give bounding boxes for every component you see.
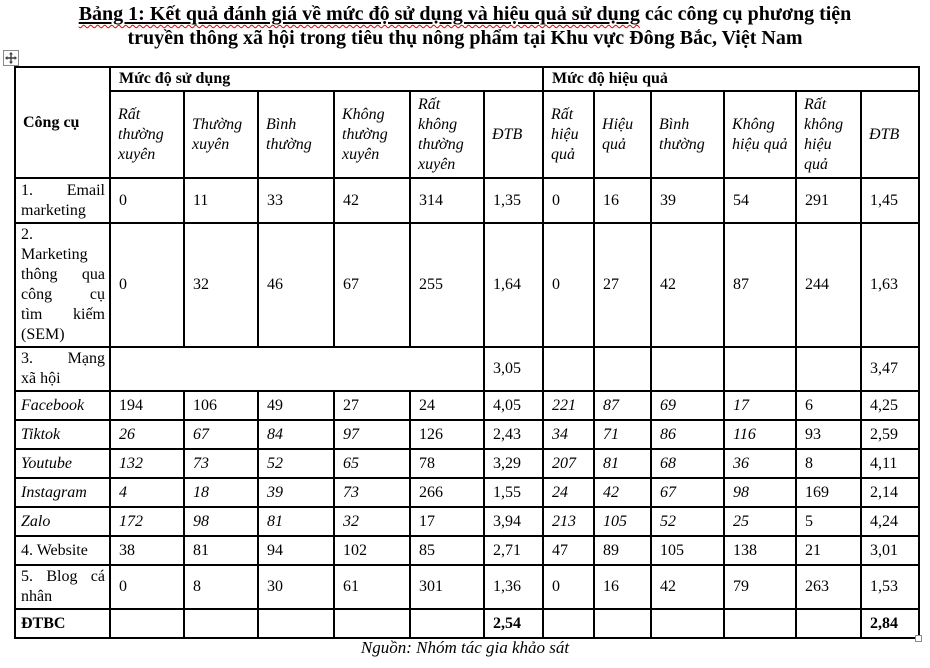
value-cell: 172	[110, 507, 184, 536]
corner-header-cell: Công cụ	[15, 67, 110, 178]
value-cell: 24	[543, 478, 594, 507]
value-cell: 47	[543, 536, 594, 565]
row-label-line: marketing	[21, 201, 86, 219]
value-cell: 94	[258, 536, 334, 565]
value-cell: 42	[651, 223, 724, 347]
value-cell: 8	[184, 565, 258, 609]
value-cell: 52	[258, 449, 334, 478]
row-label-line: công cụ	[21, 286, 105, 303]
table-row	[15, 609, 919, 638]
value-cell: 213	[543, 507, 594, 536]
value-cell: 33	[258, 178, 334, 223]
group-header-row	[15, 67, 919, 91]
value-cell: 73	[184, 449, 258, 478]
value-cell: 16	[594, 565, 651, 609]
row-label-line: nhân	[21, 588, 53, 605]
value-cell: 93	[796, 420, 861, 449]
value-cell: 18	[184, 478, 258, 507]
value-cell: 16	[594, 178, 651, 223]
value-cell: 97	[334, 420, 410, 449]
caption-line2: truyền thông xã hội trong tiêu thụ nông phẩm tại Khu vực Đông Bắc, Việt Nam	[127, 27, 803, 49]
table-row	[15, 178, 919, 223]
value-cell: 1,36	[484, 565, 543, 609]
value-cell	[651, 347, 724, 391]
value-cell: 1,63	[861, 223, 919, 347]
value-cell: 2,71	[484, 536, 543, 565]
table-caption	[0, 2, 930, 50]
table-row	[15, 347, 919, 391]
value-cell: 2,43	[484, 420, 543, 449]
value-cell: 221	[543, 391, 594, 420]
value-cell: 2,14	[861, 478, 919, 507]
value-cell: 21	[796, 536, 861, 565]
value-cell: 71	[594, 420, 651, 449]
value-cell: 79	[724, 565, 796, 609]
value-cell: 8	[796, 449, 861, 478]
value-cell: 138	[724, 536, 796, 565]
value-cell: 52	[651, 507, 724, 536]
column-header: Bình thường	[651, 91, 724, 178]
value-cell: 1,64	[484, 223, 543, 347]
value-cell	[258, 609, 334, 638]
value-cell: 314	[410, 178, 484, 223]
value-cell: 67	[334, 223, 410, 347]
row-label	[15, 507, 110, 536]
value-cell: 4	[110, 478, 184, 507]
value-cell: 49	[258, 391, 334, 420]
column-header: Thường xuyên	[184, 91, 258, 178]
row-label	[15, 565, 110, 609]
table-body	[15, 178, 919, 638]
value-cell: 102	[334, 536, 410, 565]
table-row	[15, 565, 919, 609]
value-cell: 291	[796, 178, 861, 223]
value-cell: 126	[410, 420, 484, 449]
value-cell	[651, 609, 724, 638]
table-row	[15, 536, 919, 565]
value-cell: 69	[651, 391, 724, 420]
value-cell: 5	[796, 507, 861, 536]
column-header: Rất không thường xuyên	[410, 91, 484, 178]
table-row	[15, 478, 919, 507]
value-cell: 0	[110, 565, 184, 609]
value-cell: 17	[724, 391, 796, 420]
row-label-line: Tiktok	[21, 425, 61, 443]
value-cell: 132	[110, 449, 184, 478]
column-header: Rất thường xuyên	[110, 91, 184, 178]
value-cell: 105	[594, 507, 651, 536]
value-cell: 4,11	[861, 449, 919, 478]
row-label	[15, 449, 110, 478]
column-header: ĐTB	[861, 91, 919, 178]
table-row	[15, 420, 919, 449]
row-label-line: 2.	[21, 226, 33, 243]
row-label-line: Marketing	[21, 246, 88, 263]
value-cell: 26	[110, 420, 184, 449]
value-cell: 68	[651, 449, 724, 478]
caption-plain-segment: các công cụ phương tiện	[639, 3, 852, 25]
value-cell: 3,94	[484, 507, 543, 536]
column-header: Hiệu quả	[594, 91, 651, 178]
row-label	[15, 223, 110, 347]
value-cell: 301	[410, 565, 484, 609]
row-label-line: Facebook	[21, 396, 85, 414]
row-label-line: 1. Email	[21, 181, 105, 199]
value-cell: 24	[410, 391, 484, 420]
caption-underlined-segment	[79, 3, 640, 25]
four-arrows-glyph	[5, 52, 17, 64]
value-cell: 207	[543, 449, 594, 478]
value-cell	[410, 609, 484, 638]
value-cell: 34	[543, 420, 594, 449]
row-label-line: Youtube	[21, 454, 72, 472]
value-cell: 61	[334, 565, 410, 609]
value-cell: 27	[594, 223, 651, 347]
column-header: Rất không hiệu quả	[796, 91, 861, 178]
row-label-line: tìm kiếm	[21, 306, 105, 323]
value-cell	[594, 347, 651, 391]
value-cell: 3,47	[861, 347, 919, 391]
value-cell: 1,55	[484, 478, 543, 507]
value-cell: 42	[594, 478, 651, 507]
value-cell: 194	[110, 391, 184, 420]
value-cell: 86	[651, 420, 724, 449]
value-cell: 11	[184, 178, 258, 223]
value-cell: 39	[651, 178, 724, 223]
value-cell: 2,84	[861, 609, 919, 638]
value-cell: 78	[410, 449, 484, 478]
table-row	[15, 223, 919, 347]
column-header: ĐTB	[484, 91, 543, 178]
value-cell: 84	[258, 420, 334, 449]
value-cell: 27	[334, 391, 410, 420]
value-cell: 81	[184, 536, 258, 565]
value-cell: 3,01	[861, 536, 919, 565]
row-label-line: xã hội	[21, 370, 61, 387]
value-cell: 89	[594, 536, 651, 565]
row-label-line: Zalo	[21, 512, 51, 530]
table-row	[15, 449, 919, 478]
value-cell: 1,45	[861, 178, 919, 223]
row-label	[15, 420, 110, 449]
value-cell: 0	[543, 223, 594, 347]
value-cell: 30	[258, 565, 334, 609]
value-cell: 266	[410, 478, 484, 507]
column-header: Rất hiệu quả	[543, 91, 594, 178]
value-cell: 244	[796, 223, 861, 347]
value-cell	[110, 609, 184, 638]
column-header: Không hiệu quả	[724, 91, 796, 178]
value-cell: 98	[184, 507, 258, 536]
value-cell: 81	[594, 449, 651, 478]
value-cell: 255	[410, 223, 484, 347]
column-header: Không thường xuyên	[334, 91, 410, 178]
value-cell: 38	[110, 536, 184, 565]
value-cell	[334, 609, 410, 638]
value-cell: 39	[258, 478, 334, 507]
value-cell: 105	[651, 536, 724, 565]
value-cell: 73	[334, 478, 410, 507]
value-cell: 4,05	[484, 391, 543, 420]
value-cell: 87	[724, 223, 796, 347]
value-cell: 1,35	[484, 178, 543, 223]
row-label-line: ĐTBC	[21, 614, 66, 632]
column-header: Bình thường	[258, 91, 334, 178]
value-cell: 85	[410, 536, 484, 565]
value-cell: 65	[334, 449, 410, 478]
row-label	[15, 347, 110, 391]
row-label-line: 3. Mạng	[21, 350, 105, 367]
value-cell	[543, 609, 594, 638]
value-cell	[724, 609, 796, 638]
value-cell: 6	[796, 391, 861, 420]
value-cell: 263	[796, 565, 861, 609]
table-row	[15, 391, 919, 420]
table-header	[15, 67, 919, 178]
value-cell: 32	[334, 507, 410, 536]
value-cell: 36	[724, 449, 796, 478]
value-cell	[594, 609, 651, 638]
value-cell	[110, 347, 484, 391]
value-cell	[543, 347, 594, 391]
value-cell: 0	[110, 178, 184, 223]
value-cell: 3,29	[484, 449, 543, 478]
value-cell: 42	[651, 565, 724, 609]
row-label-line: 5. Blog cá	[21, 568, 105, 585]
value-cell: 4,24	[861, 507, 919, 536]
value-cell: 87	[594, 391, 651, 420]
value-cell: 46	[258, 223, 334, 347]
value-cell: 42	[334, 178, 410, 223]
results-table	[14, 66, 920, 639]
row-label-line: thông qua	[21, 266, 105, 283]
value-cell: 67	[651, 478, 724, 507]
table-move-handle-icon[interactable]	[3, 50, 19, 66]
row-label	[15, 391, 110, 420]
value-cell: 4,25	[861, 391, 919, 420]
value-cell: 0	[543, 565, 594, 609]
row-label	[15, 609, 110, 638]
value-cell: 169	[796, 478, 861, 507]
value-cell: 2,59	[861, 420, 919, 449]
value-cell: 25	[724, 507, 796, 536]
value-cell: 32	[184, 223, 258, 347]
source-note: Nguồn: Nhóm tác gia khảo sát	[360, 638, 570, 657]
value-cell: 17	[410, 507, 484, 536]
value-cell: 106	[184, 391, 258, 420]
sub-header-row	[15, 91, 919, 178]
value-cell: 98	[724, 478, 796, 507]
value-cell	[724, 347, 796, 391]
value-cell: 81	[258, 507, 334, 536]
effectiveness-group-header: Mức độ hiệu quả	[543, 67, 919, 91]
value-cell: 67	[184, 420, 258, 449]
value-cell: 54	[724, 178, 796, 223]
row-label-line: (SEM)	[21, 326, 65, 343]
value-cell: 3,05	[484, 347, 543, 391]
value-cell: 116	[724, 420, 796, 449]
value-cell	[184, 609, 258, 638]
value-cell: 2,54	[484, 609, 543, 638]
row-label-line: Instagram	[21, 483, 87, 501]
row-label	[15, 178, 110, 223]
value-cell	[796, 347, 861, 391]
value-cell	[796, 609, 861, 638]
value-cell: 1,53	[861, 565, 919, 609]
table-row	[15, 507, 919, 536]
row-label	[15, 478, 110, 507]
row-label-line: 4. Website	[21, 541, 88, 559]
caption-spellcheck-text: Bảng 1: Kết quả đánh giá về mức độ sử dụng và hiệu quả sử dụng	[78, 3, 640, 25]
value-cell: 0	[543, 178, 594, 223]
value-cell: 0	[110, 223, 184, 347]
row-label	[15, 536, 110, 565]
usage-group-header: Mức độ sử dụng	[110, 67, 543, 91]
